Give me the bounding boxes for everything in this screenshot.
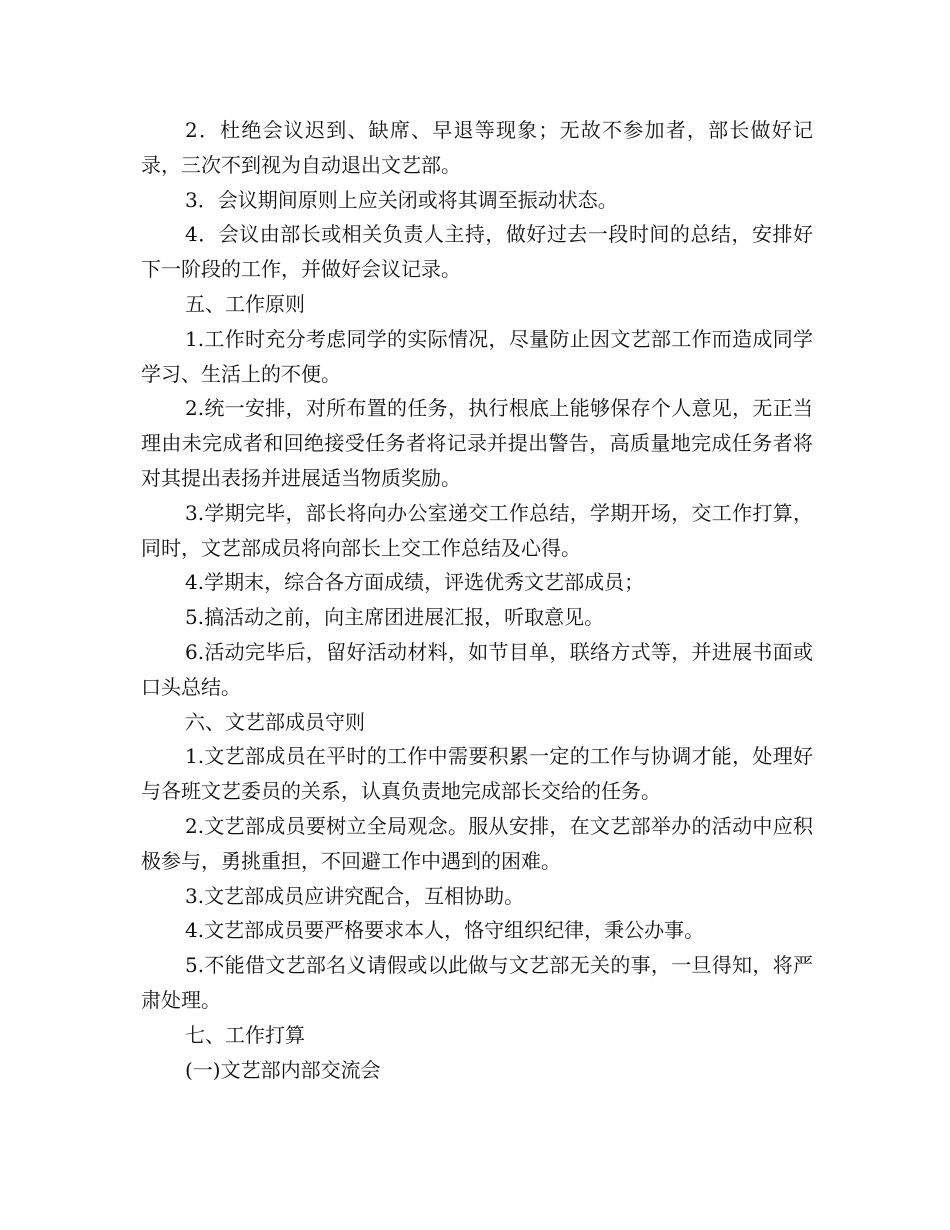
paragraph-principle-2: 2.统一安排，对所布置的任务，执行根底上能够保存个人意见，无正当理由未完成者和回绝接受任务者将记录并提出警告，高质量地完成任务者将对其提出表扬并进展适当物质奖励。 — [141, 396, 813, 490]
paragraph-principle-6: 6.活动完毕后，留好活动材料，如节目单，联络方式等，并进展书面或口头总结。 — [141, 639, 813, 699]
paragraph-code-2: 2.文艺部成员要树立全局观念。服从安排，在文艺部举办的活动中应积极参与，勇挑重担，不回避工作中遇到的困难。 — [141, 813, 813, 873]
paragraph-meeting-rule-4: 4．会议由部长或相关负责人主持，做好过去一段时间的总结，安排好下一阶段的工作，并做好会议记录。 — [141, 222, 813, 282]
section-heading-member-code: 六、文艺部成员守则 — [185, 709, 365, 734]
section-heading-work-principles: 五、工作原则 — [185, 291, 305, 316]
paragraph-code-5: 5.不能借文艺部名义请假或以此做与文艺部无关的事，一旦得知，将严肃处理。 — [141, 953, 813, 1012]
paragraph-meeting-rule-3: 3．会议期间原则上应关闭或将其调至振动状态。 — [185, 187, 618, 212]
paragraph-principle-3: 3.学期完毕，部长将向办公室递交工作总结，学期开场，交工作打算，同时，文艺部成员将向部长上交工作总结及心得。 — [141, 500, 813, 560]
document-page — [141, 113, 813, 1087]
paragraph-principle-1: 1.工作时充分考虑同学的实际情况，尽量防止因文艺部工作而造成同学学习、生活上的不便。 — [141, 326, 813, 386]
section-heading-work-plan: 七、工作打算 — [185, 1022, 305, 1047]
paragraph-principle-5: 5.搞活动之前，向主席团进展汇报，听取意见。 — [185, 605, 605, 630]
paragraph-code-4: 4.文艺部成员要严格要求本人，恪守组织纪律，秉公办事。 — [185, 918, 705, 943]
paragraph-principle-4: 4.学期末，综合各方面成绩，评选优秀文艺部成员； — [185, 570, 645, 595]
subsection-heading-internal-exchange: (一)文艺部内部交流会 — [185, 1057, 381, 1082]
paragraph-code-1: 1.文艺部成员在平时的工作中需要积累一定的工作与协调才能，处理好与各班文艺委员的关系，认真负责地完成部长交给的任务。 — [141, 744, 813, 804]
paragraph-meeting-rule-2: 2．杜绝会议迟到、缺席、早退等现象；无故不参加者，部长做好记录，三次不到视为自动退出文艺部。 — [141, 118, 813, 177]
paragraph-code-3: 3.文艺部成员应讲究配合，互相协助。 — [185, 883, 525, 908]
